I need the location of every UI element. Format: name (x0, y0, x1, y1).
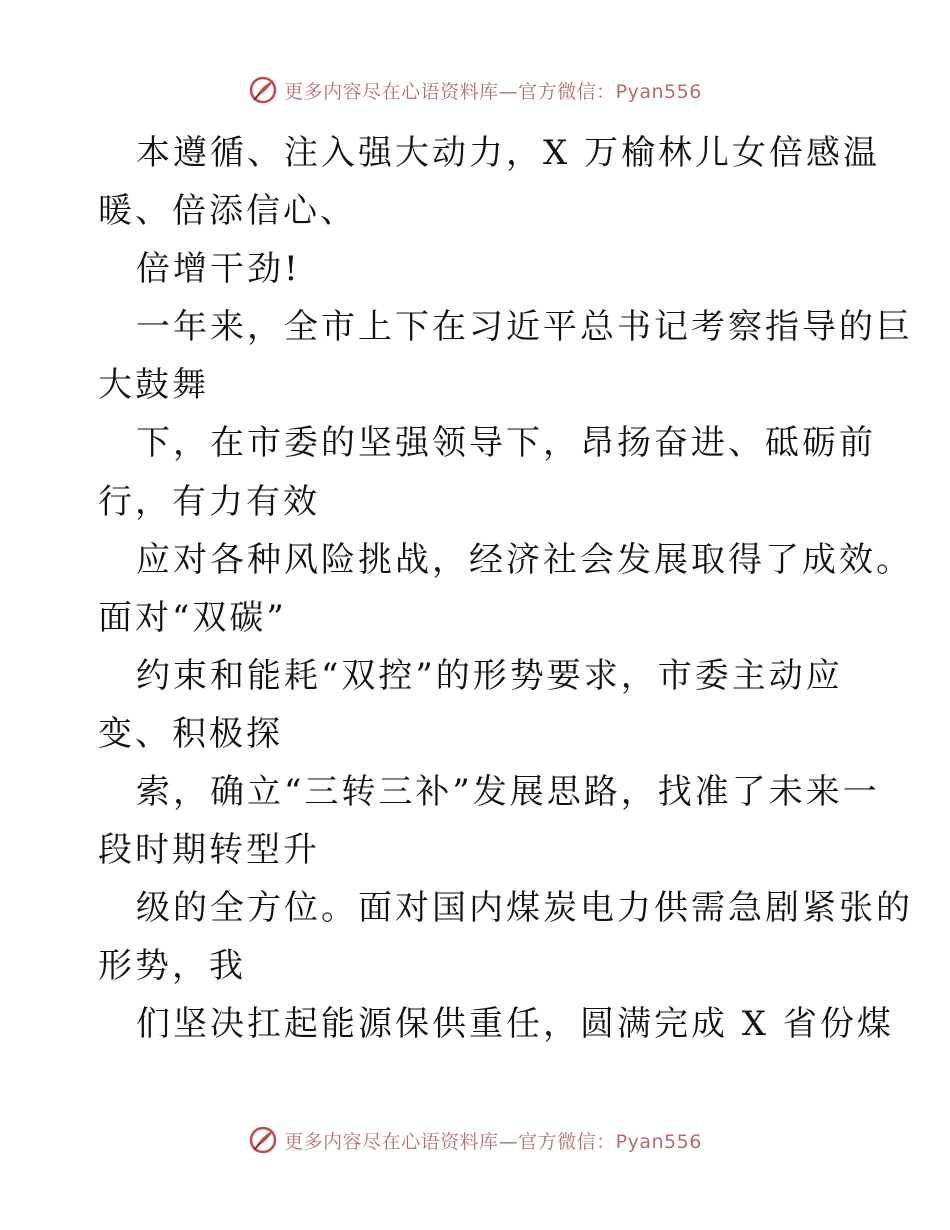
text-line: 面对“双碳” (98, 597, 287, 638)
text-line: 变、积极探 (98, 713, 283, 754)
text-line: 索，确立“三转三补”发展思路，找准了未来一 (136, 772, 880, 813)
feather-pen-logo-icon (248, 75, 278, 105)
text-line: 们坚决扛起能源保供重任，圆满完成 X 省份煤 (136, 1004, 894, 1045)
text-line: 约束和能耗“双控”的形势要求，市委主动应 (136, 655, 843, 696)
text-line: 级的全方位。面对国内煤炭电力供需急剧紧张的 (136, 888, 913, 929)
feather-pen-logo-icon (248, 1125, 278, 1155)
text-line: 段时期转型升 (98, 830, 320, 871)
text-line: 行，有力有效 (98, 481, 320, 522)
text-line: 一年来，全市上下在习近平总书记考察指导的巨 (136, 307, 913, 348)
watermark-footer (0, 1120, 950, 1160)
text-line: 形势，我 (98, 946, 246, 987)
watermark-header (0, 70, 950, 110)
watermark-text: 更多内容尽在心语资料库—官方微信：Pyan556 (284, 80, 702, 103)
watermark-text: 更多内容尽在心语资料库—官方微信：Pyan556 (284, 1130, 702, 1153)
text-line: 本遵循、注入强大动力，X 万榆林儿女倍感温 (136, 133, 881, 173)
text-line: 倍增干劲! (136, 249, 301, 290)
text-line: 下，在市委的坚强领导下，昂扬奋进、砥砺前 (136, 423, 876, 464)
text-line: 应对各种风险挑战，经济社会发展取得了成效。 (136, 539, 913, 580)
text-line: 大鼓舞 (98, 365, 209, 406)
document-body (98, 124, 913, 1054)
text-line: 暖、倍添信心、 (98, 191, 357, 232)
